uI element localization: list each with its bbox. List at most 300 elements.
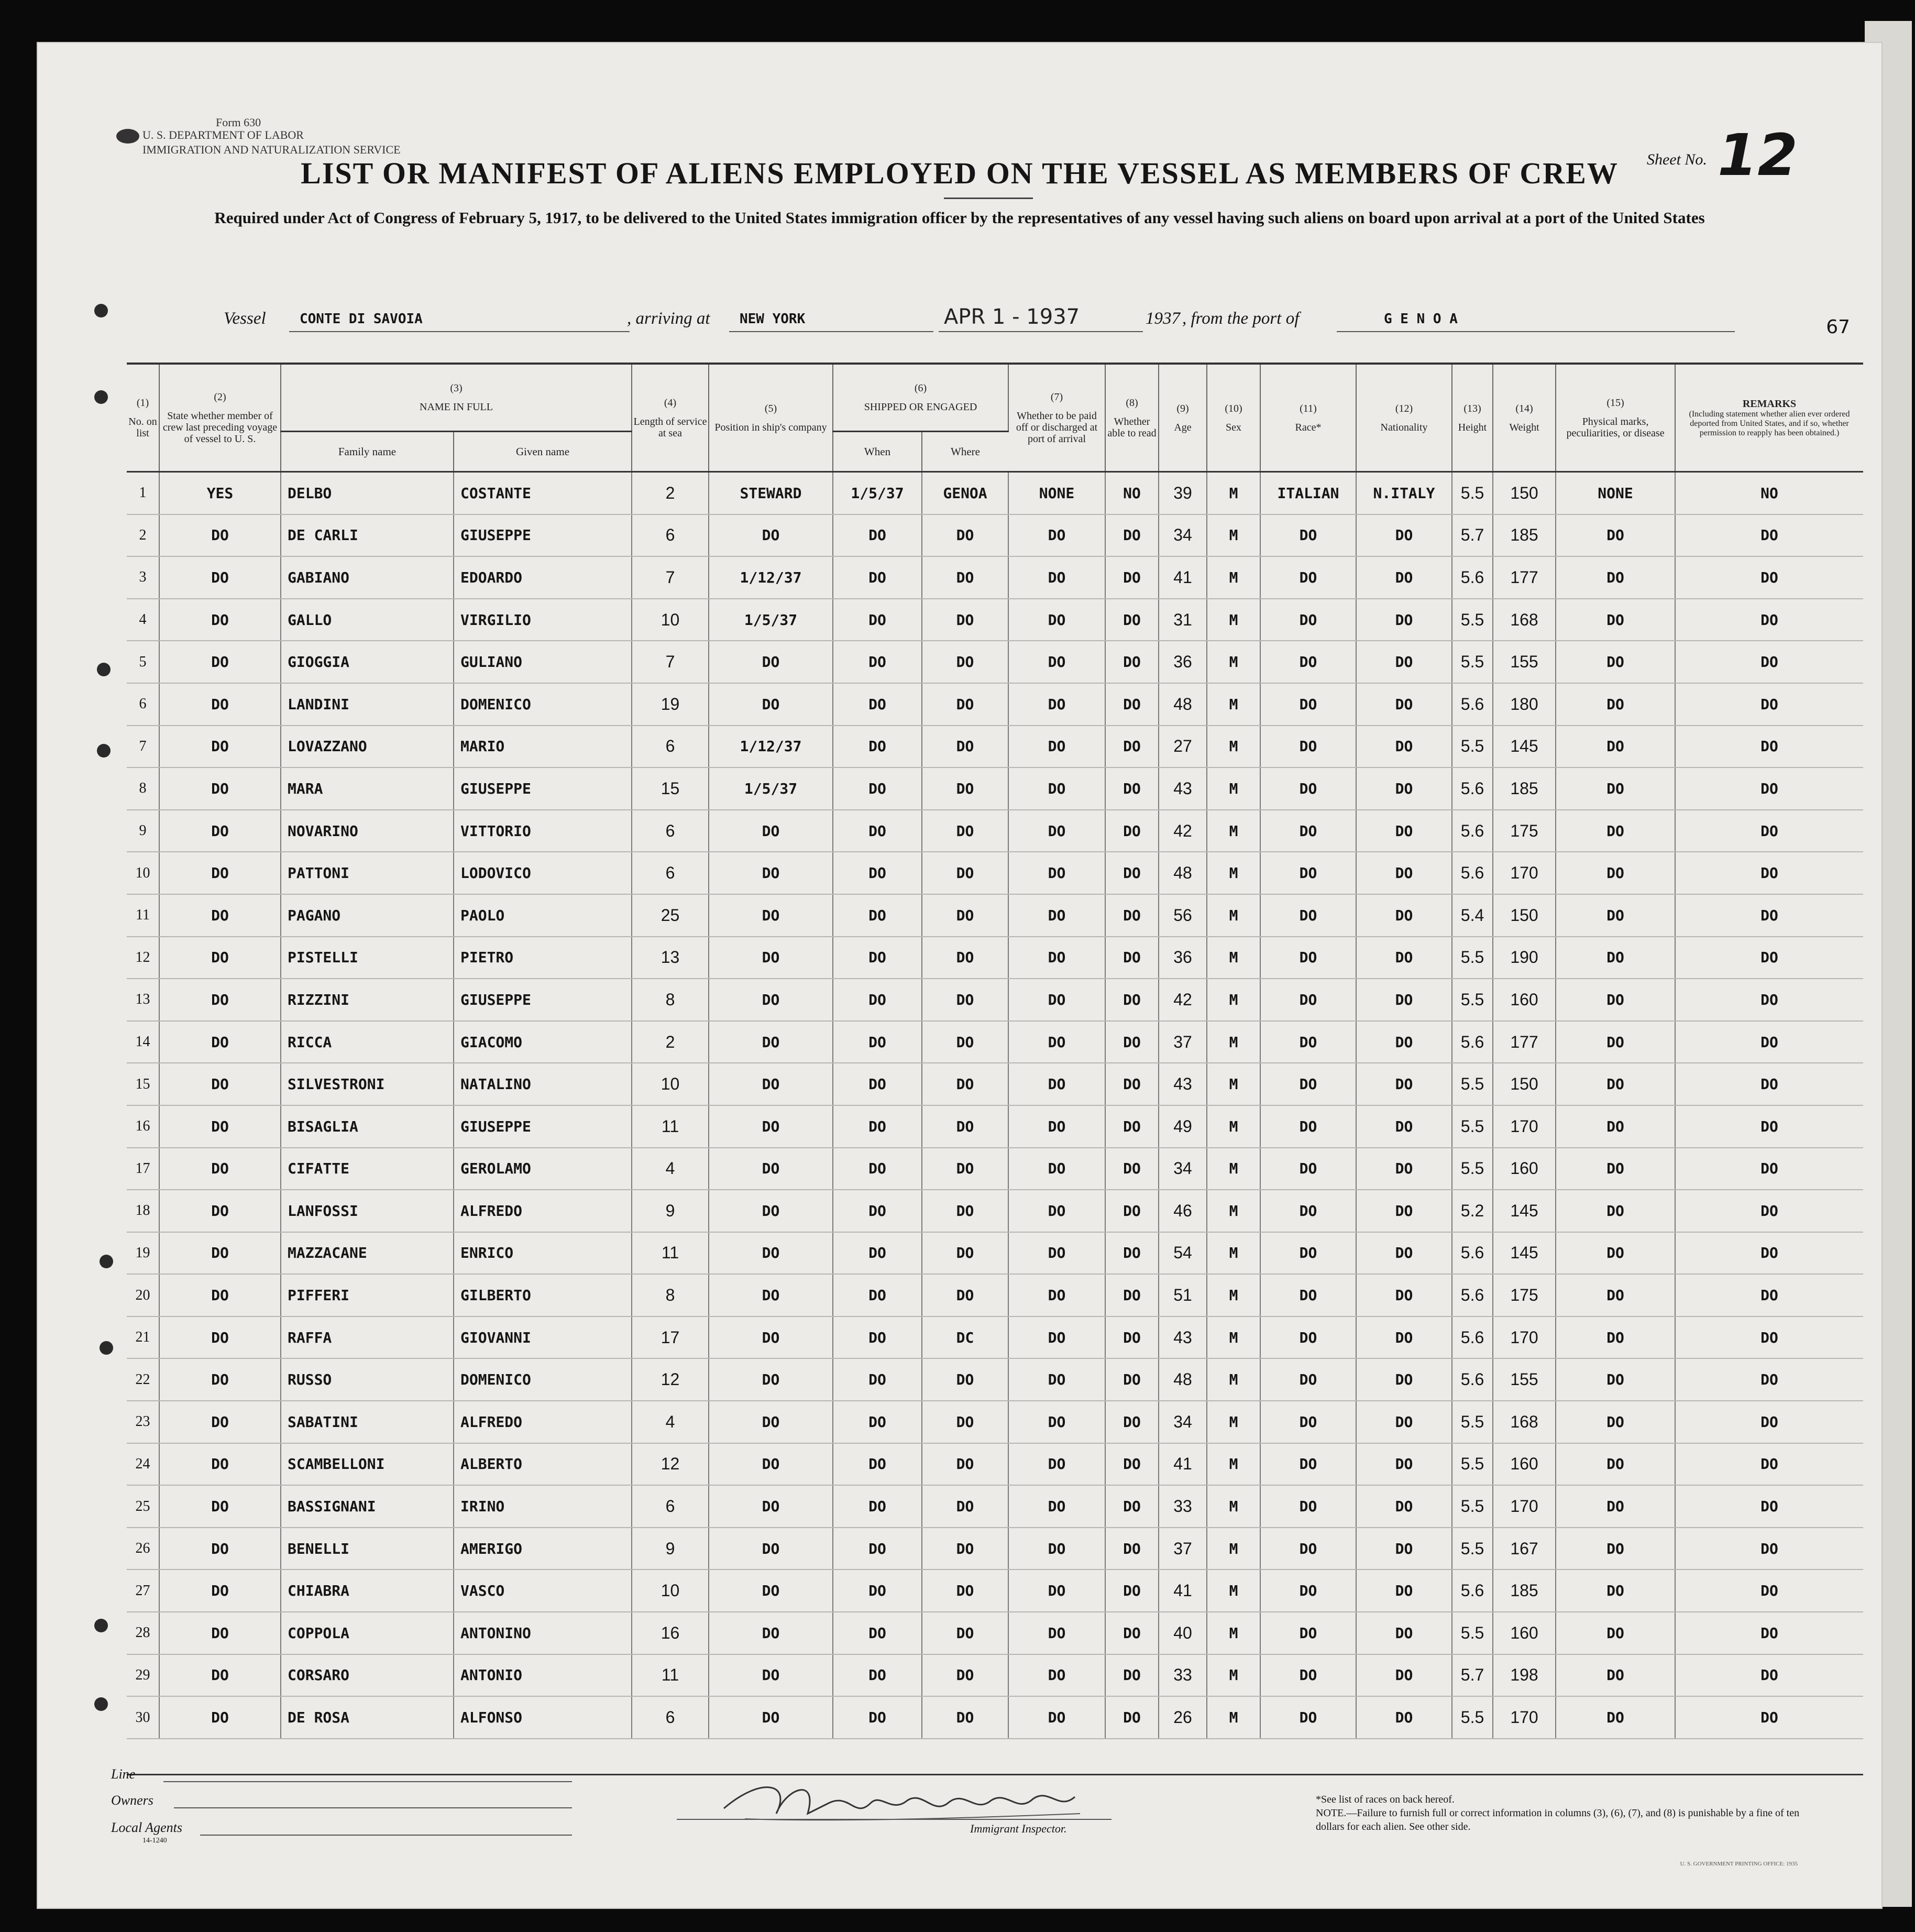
weight-cell: 160 bbox=[1493, 1443, 1556, 1486]
length-of-service-cell: 4 bbox=[632, 1401, 709, 1443]
able-to-read-cell: DO bbox=[1105, 641, 1159, 683]
remarks-cell: DO bbox=[1675, 810, 1863, 852]
able-to-read-cell: DO bbox=[1105, 514, 1159, 557]
nationality-cell: DO bbox=[1356, 514, 1452, 557]
position-cell: DO bbox=[709, 1063, 833, 1105]
previous-voyage-cell: DO bbox=[159, 556, 281, 599]
remarks-cell: DO bbox=[1675, 852, 1863, 894]
race-cell: DO bbox=[1260, 1105, 1356, 1148]
sex-cell: M bbox=[1207, 852, 1260, 894]
weight-cell: 150 bbox=[1493, 1063, 1556, 1105]
physical-marks-cell: DO bbox=[1556, 979, 1675, 1021]
nationality-cell: DO bbox=[1356, 1528, 1452, 1570]
age-cell: 42 bbox=[1159, 810, 1207, 852]
height-cell: 5.6 bbox=[1452, 1232, 1493, 1275]
vessel-label: Vessel bbox=[224, 309, 266, 328]
weight-cell: 175 bbox=[1493, 1274, 1556, 1316]
weight-cell: 167 bbox=[1493, 1528, 1556, 1570]
able-to-read-cell: DO bbox=[1105, 1569, 1159, 1612]
given-name-cell: GIUSEPPE bbox=[454, 979, 632, 1021]
family-name-cell: LOVAZZANO bbox=[281, 726, 454, 768]
family-name-cell: GABIANO bbox=[281, 556, 454, 599]
row-number-cell: 16 bbox=[127, 1105, 159, 1148]
row-number-cell: 13 bbox=[127, 979, 159, 1021]
punch-hole bbox=[94, 1697, 108, 1711]
remarks-cell: DO bbox=[1675, 1569, 1863, 1612]
shipped-when-cell: DO bbox=[833, 1274, 922, 1316]
length-of-service-cell: 15 bbox=[632, 767, 709, 810]
shipped-where-cell: DO bbox=[922, 767, 1008, 810]
length-of-service-cell: 6 bbox=[632, 726, 709, 768]
form-number: Form 630 bbox=[216, 116, 261, 129]
nationality-cell: DO bbox=[1356, 1148, 1452, 1190]
row-number-cell: 4 bbox=[127, 599, 159, 641]
weight-cell: 160 bbox=[1493, 1148, 1556, 1190]
position-cell: 1/5/37 bbox=[709, 767, 833, 810]
given-name-cell: ALFREDO bbox=[454, 1190, 632, 1232]
remarks-cell: DO bbox=[1675, 767, 1863, 810]
given-name-cell: ALBERTO bbox=[454, 1443, 632, 1486]
remarks-cell: DO bbox=[1675, 641, 1863, 683]
position-cell: DO bbox=[709, 1401, 833, 1443]
shipped-where-cell: DO bbox=[922, 1148, 1008, 1190]
nationality-cell: DO bbox=[1356, 1274, 1452, 1316]
row-number-cell: 29 bbox=[127, 1654, 159, 1697]
col-header-given-name: Given name bbox=[454, 432, 632, 472]
given-name-cell: AMERIGO bbox=[454, 1528, 632, 1570]
height-cell: 5.5 bbox=[1452, 472, 1493, 514]
date-stamp: APR 1 - 1937 bbox=[944, 305, 1080, 329]
able-to-read-cell: DO bbox=[1105, 1148, 1159, 1190]
height-cell: 5.5 bbox=[1452, 599, 1493, 641]
able-to-read-cell: DO bbox=[1105, 767, 1159, 810]
nationality-cell: DO bbox=[1356, 767, 1452, 810]
service-name: IMMIGRATION AND NATURALIZATION SERVICE bbox=[142, 143, 401, 156]
sex-cell: M bbox=[1207, 1190, 1260, 1232]
sex-cell: M bbox=[1207, 1021, 1260, 1063]
able-to-read-cell: DO bbox=[1105, 1105, 1159, 1148]
shipped-when-cell: DO bbox=[833, 1021, 922, 1063]
nationality-cell: DO bbox=[1356, 1063, 1452, 1105]
shipped-where-cell: DO bbox=[922, 1274, 1008, 1316]
remarks-cell: DO bbox=[1675, 1654, 1863, 1697]
previous-voyage-cell: DO bbox=[159, 1232, 281, 1275]
shipped-when-cell: DO bbox=[833, 1105, 922, 1148]
age-cell: 43 bbox=[1159, 1063, 1207, 1105]
given-name-cell: GIOVANNI bbox=[454, 1316, 632, 1359]
shipped-when-cell: DO bbox=[833, 1612, 922, 1654]
age-cell: 36 bbox=[1159, 937, 1207, 979]
sex-cell: M bbox=[1207, 1148, 1260, 1190]
position-cell: DO bbox=[709, 979, 833, 1021]
form-header-mark bbox=[116, 116, 401, 156]
position-cell: DO bbox=[709, 1021, 833, 1063]
nationality-cell: DO bbox=[1356, 1190, 1452, 1232]
punch-hole bbox=[100, 1341, 113, 1355]
remarks-cell: DO bbox=[1675, 1696, 1863, 1739]
paid-off-cell: DO bbox=[1008, 726, 1105, 768]
race-cell: DO bbox=[1260, 1063, 1356, 1105]
race-cell: DO bbox=[1260, 1569, 1356, 1612]
weight-cell: 170 bbox=[1493, 1485, 1556, 1528]
height-cell: 5.6 bbox=[1452, 1358, 1493, 1401]
sex-cell: M bbox=[1207, 1443, 1260, 1486]
remarks-cell: DO bbox=[1675, 1063, 1863, 1105]
title-rule bbox=[944, 197, 1033, 199]
race-cell: DO bbox=[1260, 514, 1356, 557]
length-of-service-cell: 10 bbox=[632, 599, 709, 641]
shipped-when-cell: DO bbox=[833, 1696, 922, 1739]
length-of-service-cell: 17 bbox=[632, 1316, 709, 1359]
paid-off-cell: DO bbox=[1008, 1612, 1105, 1654]
paid-off-cell: DO bbox=[1008, 1063, 1105, 1105]
row-number-cell: 9 bbox=[127, 810, 159, 852]
sex-cell: M bbox=[1207, 894, 1260, 937]
length-of-service-cell: 6 bbox=[632, 514, 709, 557]
previous-voyage-cell: DO bbox=[159, 1274, 281, 1316]
age-cell: 54 bbox=[1159, 1232, 1207, 1275]
given-name-cell: GIUSEPPE bbox=[454, 514, 632, 557]
punch-hole bbox=[94, 1619, 108, 1632]
row-number-cell: 2 bbox=[127, 514, 159, 557]
height-cell: 5.6 bbox=[1452, 556, 1493, 599]
position-cell: DO bbox=[709, 1316, 833, 1359]
sex-cell: M bbox=[1207, 1612, 1260, 1654]
shipped-where-cell: DO bbox=[922, 514, 1008, 557]
shipped-where-cell: DO bbox=[922, 599, 1008, 641]
family-name-cell: COPPOLA bbox=[281, 1612, 454, 1654]
col-header-race: (11) Race* bbox=[1260, 365, 1356, 472]
able-to-read-cell: DO bbox=[1105, 1401, 1159, 1443]
remarks-cell: DO bbox=[1675, 599, 1863, 641]
crew-rows bbox=[127, 472, 1863, 1739]
paid-off-cell: DO bbox=[1008, 1401, 1105, 1443]
remarks-cell: DO bbox=[1675, 1443, 1863, 1486]
length-of-service-cell: 13 bbox=[632, 937, 709, 979]
family-name-cell: DE CARLI bbox=[281, 514, 454, 557]
length-of-service-cell: 6 bbox=[632, 810, 709, 852]
length-of-service-cell: 11 bbox=[632, 1105, 709, 1148]
row-number-cell: 20 bbox=[127, 1274, 159, 1316]
given-name-cell: GIUSEPPE bbox=[454, 1105, 632, 1148]
weight-cell: 177 bbox=[1493, 556, 1556, 599]
shipped-when-cell: DO bbox=[833, 810, 922, 852]
nationality-cell: DO bbox=[1356, 683, 1452, 726]
table-row bbox=[127, 1148, 1863, 1190]
position-cell: DO bbox=[709, 1612, 833, 1654]
remarks-cell: DO bbox=[1675, 979, 1863, 1021]
row-number-cell: 17 bbox=[127, 1148, 159, 1190]
previous-voyage-cell: DO bbox=[159, 1316, 281, 1359]
line-label: Line bbox=[111, 1766, 136, 1782]
shipped-when-cell: DO bbox=[833, 1063, 922, 1105]
shipped-when-cell: DO bbox=[833, 683, 922, 726]
previous-voyage-cell: DO bbox=[159, 894, 281, 937]
position-cell: DO bbox=[709, 683, 833, 726]
able-to-read-cell: DO bbox=[1105, 810, 1159, 852]
length-of-service-cell: 6 bbox=[632, 1696, 709, 1739]
family-name-cell: RICCA bbox=[281, 1021, 454, 1063]
paid-off-cell: DO bbox=[1008, 514, 1105, 557]
length-of-service-cell: 7 bbox=[632, 556, 709, 599]
paid-off-cell: DO bbox=[1008, 599, 1105, 641]
remarks-cell: DO bbox=[1675, 726, 1863, 768]
given-name-cell: COSTANTE bbox=[454, 472, 632, 514]
shipped-where-cell: DO bbox=[922, 1443, 1008, 1486]
arriving-label: , arriving at bbox=[627, 309, 710, 328]
physical-marks-cell: DO bbox=[1556, 1401, 1675, 1443]
table-row bbox=[127, 937, 1863, 979]
height-cell: 5.5 bbox=[1452, 641, 1493, 683]
physical-marks-cell: DO bbox=[1556, 1654, 1675, 1697]
row-number-cell: 30 bbox=[127, 1696, 159, 1739]
shipped-when-cell: DO bbox=[833, 852, 922, 894]
nationality-cell: N.ITALY bbox=[1356, 472, 1452, 514]
weight-cell: 170 bbox=[1493, 1105, 1556, 1148]
physical-marks-cell: DO bbox=[1556, 894, 1675, 937]
previous-voyage-cell: DO bbox=[159, 1612, 281, 1654]
previous-voyage-cell: DO bbox=[159, 1105, 281, 1148]
shipped-where-cell: DO bbox=[922, 810, 1008, 852]
row-number-cell: 25 bbox=[127, 1485, 159, 1528]
shipped-where-cell: GENOA bbox=[922, 472, 1008, 514]
length-of-service-cell: 16 bbox=[632, 1612, 709, 1654]
remarks-cell: DO bbox=[1675, 1358, 1863, 1401]
table-row bbox=[127, 1528, 1863, 1570]
col-header-previous-voyage: (2) State whether member of crew last preceding voyage of vessel to U. S. bbox=[159, 365, 281, 472]
table-row bbox=[127, 599, 1863, 641]
previous-voyage-cell: DO bbox=[159, 1401, 281, 1443]
position-cell: DO bbox=[709, 1105, 833, 1148]
previous-voyage-cell: DO bbox=[159, 514, 281, 557]
paid-off-cell: DO bbox=[1008, 1274, 1105, 1316]
position-cell: DO bbox=[709, 1190, 833, 1232]
row-number-cell: 12 bbox=[127, 937, 159, 979]
age-cell: 33 bbox=[1159, 1654, 1207, 1697]
penalty-note: NOTE.—Failure to furnish full or correct information in columns (3), (6), (7), and (8) is punishable by a fine of ten dollars for each alien. See other side. bbox=[1316, 1807, 1800, 1832]
punch-hole bbox=[97, 663, 111, 676]
given-name-cell: GIACOMO bbox=[454, 1021, 632, 1063]
family-name-cell: MAZZACANE bbox=[281, 1232, 454, 1275]
height-cell: 5.4 bbox=[1452, 894, 1493, 937]
remarks-cell: DO bbox=[1675, 1021, 1863, 1063]
previous-voyage-cell: DO bbox=[159, 726, 281, 768]
position-cell: DO bbox=[709, 1485, 833, 1528]
nationality-cell: DO bbox=[1356, 1696, 1452, 1739]
weight-cell: 155 bbox=[1493, 641, 1556, 683]
given-name-cell: ANTONINO bbox=[454, 1612, 632, 1654]
sex-cell: M bbox=[1207, 472, 1260, 514]
nationality-cell: DO bbox=[1356, 852, 1452, 894]
race-cell: DO bbox=[1260, 1696, 1356, 1739]
age-cell: 43 bbox=[1159, 1316, 1207, 1359]
weight-cell: 168 bbox=[1493, 1401, 1556, 1443]
nationality-cell: DO bbox=[1356, 556, 1452, 599]
remarks-cell: DO bbox=[1675, 556, 1863, 599]
remarks-cell: DO bbox=[1675, 514, 1863, 557]
race-cell: DO bbox=[1260, 1274, 1356, 1316]
shipped-when-cell: DO bbox=[833, 979, 922, 1021]
race-cell: DO bbox=[1260, 1232, 1356, 1275]
shipped-when-cell: 1/5/37 bbox=[833, 472, 922, 514]
given-name-cell: EDOARDO bbox=[454, 556, 632, 599]
given-name-cell: ALFONSO bbox=[454, 1696, 632, 1739]
paid-off-cell: DO bbox=[1008, 1316, 1105, 1359]
paid-off-cell: DO bbox=[1008, 1569, 1105, 1612]
subtitle: Required under Act of Congress of February 5, 1917, to be delivered to the United States immigration officer by the representatives of any vessel having such aliens on board upon arrival at a port of the United States bbox=[214, 208, 1705, 227]
nationality-cell: DO bbox=[1356, 1358, 1452, 1401]
col-header-number: (1) No. on list bbox=[127, 365, 159, 472]
department-name: U. S. DEPARTMENT OF LABOR bbox=[142, 128, 304, 142]
length-of-service-cell: 10 bbox=[632, 1569, 709, 1612]
position-cell: DO bbox=[709, 1443, 833, 1486]
remarks-cell: DO bbox=[1675, 1528, 1863, 1570]
sex-cell: M bbox=[1207, 767, 1260, 810]
sex-cell: M bbox=[1207, 514, 1260, 557]
sex-cell: M bbox=[1207, 1485, 1260, 1528]
race-cell: DO bbox=[1260, 1021, 1356, 1063]
nationality-cell: DO bbox=[1356, 1021, 1452, 1063]
length-of-service-cell: 11 bbox=[632, 1654, 709, 1697]
shipped-where-cell: DC bbox=[922, 1316, 1008, 1359]
shipped-when-cell: DO bbox=[833, 641, 922, 683]
family-name-cell: BASSIGNANI bbox=[281, 1485, 454, 1528]
paid-off-cell: DO bbox=[1008, 1232, 1105, 1275]
given-name-cell: VASCO bbox=[454, 1569, 632, 1612]
physical-marks-cell: DO bbox=[1556, 556, 1675, 599]
nationality-cell: DO bbox=[1356, 1232, 1452, 1275]
table-row bbox=[127, 683, 1863, 726]
height-cell: 5.6 bbox=[1452, 1274, 1493, 1316]
age-cell: 46 bbox=[1159, 1190, 1207, 1232]
age-cell: 48 bbox=[1159, 683, 1207, 726]
age-cell: 39 bbox=[1159, 472, 1207, 514]
col-header-shipped: (6) SHIPPED OR ENGAGED bbox=[833, 365, 1008, 432]
nationality-cell: DO bbox=[1356, 1612, 1452, 1654]
nationality-cell: DO bbox=[1356, 726, 1452, 768]
table-row bbox=[127, 1696, 1863, 1739]
shipped-when-cell: DO bbox=[833, 1358, 922, 1401]
footer-notes bbox=[1316, 1793, 1829, 1834]
age-cell: 41 bbox=[1159, 556, 1207, 599]
length-of-service-cell: 6 bbox=[632, 852, 709, 894]
physical-marks-cell: DO bbox=[1556, 1232, 1675, 1275]
paid-off-cell: DO bbox=[1008, 767, 1105, 810]
row-number-cell: 6 bbox=[127, 683, 159, 726]
race-cell: DO bbox=[1260, 810, 1356, 852]
able-to-read-cell: DO bbox=[1105, 1190, 1159, 1232]
row-number-cell: 28 bbox=[127, 1612, 159, 1654]
weight-cell: 198 bbox=[1493, 1654, 1556, 1697]
paid-off-cell: DO bbox=[1008, 1148, 1105, 1190]
paid-off-cell: DO bbox=[1008, 1358, 1105, 1401]
family-name-cell: SABATINI bbox=[281, 1401, 454, 1443]
physical-marks-cell: DO bbox=[1556, 683, 1675, 726]
shipped-when-cell: DO bbox=[833, 1528, 922, 1570]
col-header-paid-off: (7) Whether to be paid off or discharged at port of arrival bbox=[1008, 365, 1105, 472]
previous-voyage-cell: DO bbox=[159, 810, 281, 852]
sex-cell: M bbox=[1207, 599, 1260, 641]
weight-cell: 180 bbox=[1493, 683, 1556, 726]
weight-cell: 185 bbox=[1493, 1569, 1556, 1612]
race-cell: DO bbox=[1260, 937, 1356, 979]
race-cell: DO bbox=[1260, 1190, 1356, 1232]
length-of-service-cell: 6 bbox=[632, 1485, 709, 1528]
age-cell: 34 bbox=[1159, 1148, 1207, 1190]
shipped-where-cell: DO bbox=[922, 937, 1008, 979]
shipped-where-cell: DO bbox=[922, 1232, 1008, 1275]
sex-cell: M bbox=[1207, 1274, 1260, 1316]
table-row bbox=[127, 556, 1863, 599]
table-row bbox=[127, 1105, 1863, 1148]
physical-marks-cell: DO bbox=[1556, 1696, 1675, 1739]
paid-off-cell: DO bbox=[1008, 937, 1105, 979]
paid-off-cell: DO bbox=[1008, 1443, 1105, 1486]
nationality-cell: DO bbox=[1356, 641, 1452, 683]
paid-off-cell: DO bbox=[1008, 810, 1105, 852]
family-name-cell: BISAGLIA bbox=[281, 1105, 454, 1148]
col-header-position: (5) Position in ship's company bbox=[709, 365, 833, 472]
shipped-when-cell: DO bbox=[833, 599, 922, 641]
race-cell: DO bbox=[1260, 1612, 1356, 1654]
given-name-cell: DOMENICO bbox=[454, 683, 632, 726]
race-cell: DO bbox=[1260, 1485, 1356, 1528]
shipped-when-cell: DO bbox=[833, 1232, 922, 1275]
sex-cell: M bbox=[1207, 1358, 1260, 1401]
able-to-read-cell: DO bbox=[1105, 1316, 1159, 1359]
able-to-read-cell: DO bbox=[1105, 1443, 1159, 1486]
race-cell: ITALIAN bbox=[1260, 472, 1356, 514]
length-of-service-cell: 9 bbox=[632, 1190, 709, 1232]
family-name-cell: NOVARINO bbox=[281, 810, 454, 852]
shipped-when-cell: DO bbox=[833, 556, 922, 599]
given-name-cell: IRINO bbox=[454, 1485, 632, 1528]
remarks-cell: DO bbox=[1675, 894, 1863, 937]
col-header-length-service: (4) Length of service at sea bbox=[632, 365, 709, 472]
col-header-age: (9) Age bbox=[1159, 365, 1207, 472]
height-cell: 5.5 bbox=[1452, 726, 1493, 768]
table-row bbox=[127, 1654, 1863, 1697]
shipped-where-cell: DO bbox=[922, 556, 1008, 599]
sex-cell: M bbox=[1207, 1569, 1260, 1612]
age-cell: 26 bbox=[1159, 1696, 1207, 1739]
sex-cell: M bbox=[1207, 641, 1260, 683]
given-name-cell: ALFREDO bbox=[454, 1401, 632, 1443]
shipped-when-cell: DO bbox=[833, 1148, 922, 1190]
table-row bbox=[127, 767, 1863, 810]
shipped-where-cell: DO bbox=[922, 641, 1008, 683]
row-number-cell: 14 bbox=[127, 1021, 159, 1063]
age-cell: 51 bbox=[1159, 1274, 1207, 1316]
shipped-when-cell: DO bbox=[833, 1401, 922, 1443]
sex-cell: M bbox=[1207, 1105, 1260, 1148]
length-of-service-cell: 4 bbox=[632, 1148, 709, 1190]
position-cell: DO bbox=[709, 514, 833, 557]
local-agents-label: Local Agents bbox=[111, 1820, 183, 1835]
family-name-cell: SCAMBELLONI bbox=[281, 1443, 454, 1486]
physical-marks-cell: DO bbox=[1556, 1316, 1675, 1359]
row-number-cell: 19 bbox=[127, 1232, 159, 1275]
previous-voyage-cell: DO bbox=[159, 979, 281, 1021]
row-number-cell: 24 bbox=[127, 1443, 159, 1486]
race-cell: DO bbox=[1260, 599, 1356, 641]
weight-cell: 185 bbox=[1493, 514, 1556, 557]
family-name-cell: CHIABRA bbox=[281, 1569, 454, 1612]
row-number-cell: 8 bbox=[127, 767, 159, 810]
remarks-cell: DO bbox=[1675, 1316, 1863, 1359]
race-cell: DO bbox=[1260, 641, 1356, 683]
nationality-cell: DO bbox=[1356, 937, 1452, 979]
